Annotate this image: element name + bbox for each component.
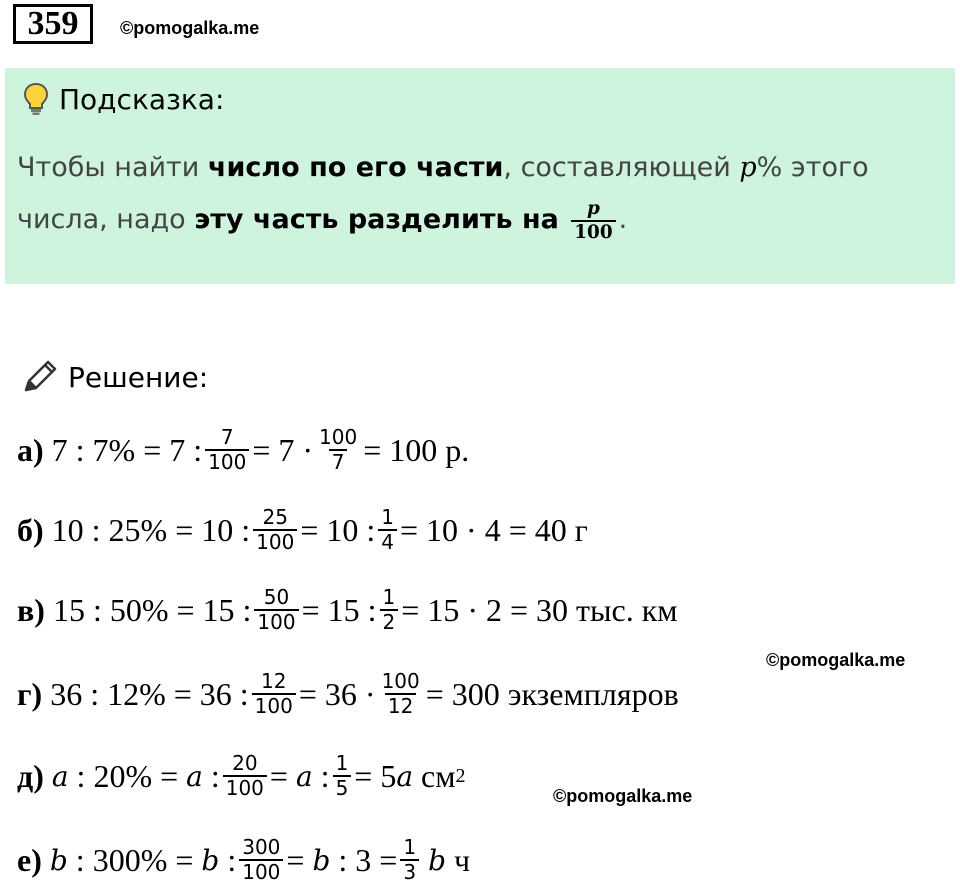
variable: a: [186, 759, 203, 793]
fraction-denominator: 100: [254, 609, 298, 634]
row-expression: [50, 836, 470, 884]
row-expression: [50, 670, 678, 718]
expr-part: = 10 · 4 = 40 г: [400, 511, 588, 548]
expr-part: = 100 р.: [363, 431, 470, 468]
expr-part: : 3 =: [330, 841, 398, 878]
unit: см: [413, 757, 456, 794]
hint-box: [5, 68, 955, 284]
fraction-denominator: 100: [239, 859, 283, 884]
row-label: г): [17, 675, 43, 712]
expr-part: : 20% =: [68, 757, 187, 794]
solution-header: [20, 357, 208, 397]
expr-part: : 300% =: [67, 841, 202, 878]
hint-p-variable: p: [739, 152, 757, 183]
fraction: [253, 506, 297, 554]
fraction: [205, 426, 249, 474]
row-label: а): [17, 431, 44, 468]
expr-part: = 5: [354, 757, 397, 794]
fraction: [378, 506, 397, 554]
row-label: д): [17, 757, 44, 794]
fraction-numerator: 20: [232, 751, 258, 775]
lightbulb-icon: [23, 82, 49, 116]
fraction-denominator: 100: [253, 529, 297, 554]
row-label: в): [17, 591, 45, 628]
variable: b: [312, 843, 331, 877]
fraction-numerator: 100: [381, 669, 420, 693]
fraction-denominator: 4: [378, 529, 397, 554]
fraction-numerator: 50: [263, 585, 290, 609]
row-expression: [52, 426, 470, 474]
hint-title: Подсказка:: [59, 82, 225, 116]
expr-part: = 10 :: [300, 511, 376, 548]
row-expression: [53, 586, 678, 634]
fraction: [333, 752, 352, 800]
fraction-numerator: 7: [220, 425, 234, 449]
watermark-top: ©pomogalka.me: [120, 18, 260, 38]
expr-part: :: [312, 757, 330, 794]
fraction: [239, 836, 283, 884]
fraction: [223, 752, 267, 800]
fraction-denominator: 100: [571, 220, 615, 243]
fraction-numerator: 1: [335, 751, 349, 775]
expr-part: :: [219, 841, 237, 878]
expr-part: =: [286, 841, 313, 878]
expr-part: 15 : 50% = 15 :: [52, 591, 252, 628]
watermark-middle: ©pomogalka.me: [766, 650, 906, 670]
expr-part: 36 : 12% = 36 :: [50, 675, 249, 712]
fraction-denominator: 100: [223, 775, 267, 800]
fraction-denominator: 100: [205, 449, 249, 474]
fraction-numerator: p: [587, 198, 600, 220]
hint-text: [17, 142, 937, 246]
solution-title: Решение:: [68, 360, 209, 394]
fraction-numerator: 25: [262, 505, 288, 529]
expr-part: = 15 · 2 = 30 тыс. км: [401, 591, 678, 628]
fraction: [379, 670, 423, 718]
unit-exponent: 2: [455, 764, 466, 787]
hint-text-part: .: [618, 204, 628, 235]
variable: a: [295, 759, 313, 793]
fraction-denominator: 2: [380, 609, 399, 634]
hint-bold-part: эту часть разделить на: [194, 204, 569, 235]
expr-part: = 15 :: [301, 591, 377, 628]
solution-row-e: [17, 834, 470, 886]
solution-row-v: [17, 584, 678, 636]
row-expression: [52, 506, 588, 554]
watermark-bottom: ©pomogalka.me: [553, 786, 693, 806]
fraction-numerator: 300: [242, 835, 281, 859]
fraction: [400, 836, 419, 884]
fraction-numerator: 100: [319, 425, 358, 449]
expr-part: =: [269, 757, 296, 794]
solution-row-d: [17, 750, 466, 802]
fraction-denominator: 5: [333, 775, 352, 800]
fraction-numerator: 1: [403, 835, 417, 859]
fraction: [252, 670, 296, 718]
fraction: [380, 586, 399, 634]
hint-header: [23, 82, 224, 116]
expr-part: = 7 ·: [252, 431, 314, 468]
fraction-numerator: 1: [381, 505, 394, 529]
expr-part: :: [202, 757, 220, 794]
expr-part: = 36 ·: [298, 675, 376, 712]
fraction-denominator: 100: [252, 693, 296, 718]
problem-number: 359: [13, 4, 93, 44]
solution-row-a: [17, 424, 469, 476]
unit: ч: [446, 841, 471, 878]
hint-fraction: [571, 198, 615, 242]
fraction: [254, 586, 298, 634]
fraction: [316, 426, 360, 474]
fraction-denominator: 12: [385, 693, 416, 718]
hint-text-part: Чтобы найти: [17, 152, 208, 183]
expr-part: = 300 экземпляров: [425, 675, 679, 712]
solution-row-b: [17, 504, 588, 556]
variable: b: [49, 843, 68, 877]
variable: a: [396, 759, 414, 793]
expr-part: 10 : 25% = 10 :: [51, 511, 251, 548]
fraction-denominator: 7: [329, 449, 348, 474]
fraction-denominator: 3: [400, 859, 419, 884]
variable: b: [201, 843, 220, 877]
row-label: б): [17, 511, 44, 548]
hint-text-part: , составляющей: [503, 152, 740, 183]
fraction-numerator: 1: [382, 585, 396, 609]
solution-row-g: [17, 668, 679, 720]
expr-part: 7 : 7% = 7 :: [51, 431, 203, 468]
row-label: е): [17, 841, 42, 878]
variable: b: [428, 843, 446, 877]
hint-bold-part: число по его части: [207, 152, 504, 183]
pencil-icon: [20, 357, 60, 397]
row-expression: [52, 752, 466, 800]
variable: a: [51, 759, 69, 793]
hint-text-part: % этого числа, надо: [17, 152, 869, 235]
fraction-numerator: 12: [261, 669, 287, 693]
